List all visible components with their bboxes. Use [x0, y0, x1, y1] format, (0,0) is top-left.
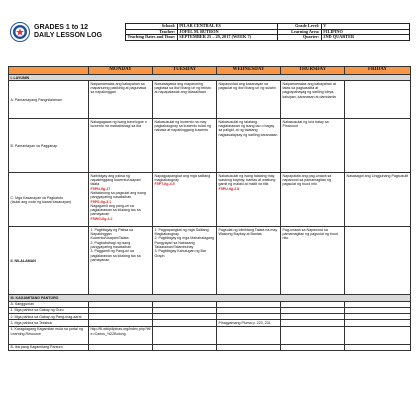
- cell-thursday: [281, 326, 345, 344]
- dates-label: Teaching Dates and Time:: [127, 34, 176, 40]
- cell-thursday: [281, 344, 345, 350]
- row-label: B. Pamantayan sa Pagganap: [9, 119, 89, 173]
- row-pamantayang-pangnilalaman: [9, 81, 411, 119]
- dll-title: [34, 24, 102, 40]
- day-monday: MONDAY: [89, 67, 153, 75]
- row-label-sub: (Isulat ang code ng bawat kasanayan): [10, 199, 72, 204]
- cell-wednesday: Napauunlad ang kasanayan sa pagsulat ng iba't ibang uri ng sulatin: [217, 81, 281, 119]
- teacher-value: JOFEL M. BUTRON: [177, 29, 277, 35]
- cell-monday: Nakagagawa ng isang travelogue o kuwento na maibabahagi sa iba: [89, 119, 153, 173]
- cell-wednesday: [217, 344, 281, 350]
- deped-seal-icon: [10, 22, 30, 42]
- competency-code: F5PU-IIg-2.8: [218, 186, 240, 191]
- competency-text: Napagpapangkat ang mga salitang magkakaugnay: [154, 173, 211, 183]
- quarter-label: Quarter:: [277, 35, 321, 41]
- row-label: 4. Karagdagang Kagamitan mula sa portal ng Learning Resource: [9, 326, 89, 344]
- cell-thursday: Nakasusulat ng tula batay sa Pinanood: [281, 119, 345, 173]
- cell-thursday: [281, 173, 345, 227]
- row-label: 1. Mga pahina sa Gabay ng Guro: [9, 307, 89, 313]
- cell-thursday: Naipamamalas ang kakayahan at tatas sa pagsasalita at pagpapahayag ng sariling ideya, kaisipan, karanasan at damdamin: [281, 81, 345, 119]
- row-mga-kasanayan: [9, 173, 411, 227]
- day-tuesday: TUESDAY: [153, 67, 217, 75]
- row-lr-portal: [9, 326, 411, 344]
- cell-tuesday: [153, 326, 217, 344]
- row-label: [9, 173, 89, 227]
- cell-friday: [345, 326, 411, 344]
- day-thursday: THURSDAY: [281, 67, 345, 75]
- row-label-main: C. Mga Kasanayan sa Pagkatuto: [10, 195, 64, 200]
- cell-tuesday: Nakasusulat ng kuwento na may pagkakaugnay sa kuwento tulad ng nabasa at napakinggang kuwento: [153, 119, 217, 173]
- area-value: FILIPINO: [321, 29, 409, 35]
- school-value: PILAR CENTRAL ES: [177, 24, 277, 30]
- competency-text: Napapakita ang pag-unawa sa napanood sa pamamagitan ng pagsulat ng buod nito: [282, 173, 332, 187]
- cell-wednesday: Nakasusulat ng talatang naglalarawan ng isang tao o bagay sa paligid, at ng talatang nagsasalaysay ng sariling karanasan: [217, 119, 281, 173]
- day-header-row: [9, 67, 411, 75]
- cell-friday: [345, 173, 411, 227]
- resource-link[interactable]: http://fil.wikipilipinas.org/index.php?title=Carlos_%22Botong: [89, 326, 153, 344]
- cell-tuesday: [153, 173, 217, 227]
- cell-tuesday: 1. Pagpapangkat ng mga Salitang Magkakaugnay 2. Pagbibigay ng mga Mahahalagang Pangyayari sa Nabasang Talaarawan/Talambuhay 3. Pagbibigay Kahulugan ng Bar Graph: [153, 227, 217, 295]
- competency-code: F5PN-IIg-17: [90, 186, 111, 191]
- area-label: Learning Area:: [277, 29, 321, 35]
- section-layunin-label: I. LAYUNIN: [9, 75, 411, 81]
- section-kagamitan-label: III. KAGAMITANG PANTURO: [9, 295, 411, 301]
- lesson-log-table: [8, 66, 411, 351]
- row-nilalaman: [9, 227, 411, 295]
- title-line-2: DAILY LESSON LOG: [34, 32, 103, 39]
- school-label: School:: [126, 24, 178, 30]
- row-pamantayan-sa-pagganap: [9, 119, 411, 173]
- cell-wednesday: Pinagyamang Pluma p. 223, 231: [217, 320, 281, 326]
- grade-label: Grade Level:: [277, 24, 321, 30]
- row-label: A. Pamantayang Pangnilalaman: [9, 81, 89, 119]
- day-wednesday: WEDNESDAY: [217, 67, 281, 75]
- cell-friday: [345, 119, 411, 173]
- day-friday: FRIDAY: [345, 67, 411, 75]
- cell-monday: Naipamamalas ang kakayahan sa mapanuring pakikinig at pagunawa sa napakinggan: [89, 81, 153, 119]
- cell-monday: 1. Pagbibigay ng Paksa sa Napakinggan Kuwento/Usapan/Talata 2. Pagbabahagi ng isang pangyayaring nasaksihan 3. Paggamit ng Pang-uri sa paglalarawan sa kilalang tao sa pamayanan: [89, 227, 153, 295]
- cell-friday: [345, 227, 411, 295]
- competency-text: Nasasagot ang Lingguhang Pagsusulit: [346, 173, 409, 178]
- cell-wednesday: Pagsulat ng Idiniktang Talata na may Wastong Baybay at Bantas: [217, 227, 281, 295]
- dll-header: [8, 20, 410, 62]
- row-label: 3. Mga pahina sa Teksbuk: [9, 320, 89, 326]
- dates-value: SEPTEMBER 25 – 29, 2017 (WEEK 7): [177, 35, 277, 41]
- competency-text-2: Naitatanong sa pagsulat ang isang pangyayaring nasaksihan: [90, 190, 146, 200]
- row-label: A. Sanggunian: [9, 301, 89, 307]
- cell-friday: [345, 81, 411, 119]
- competency-code-3: F5WG-IIg-4.2: [90, 216, 113, 221]
- cell-tuesday: [153, 344, 217, 350]
- competency-text: Nakasusulat ng isang talatang may wastong baybay, bantas at wastong gamit ng malaki at maliit na titik: [218, 173, 276, 187]
- competency-code: F5PT-IIg-4.5: [154, 182, 175, 187]
- row-label: B. Iba pang Kagamitang Panturo: [9, 344, 89, 350]
- teacher-label: Teacher:: [126, 29, 178, 35]
- cell-friday: [345, 344, 411, 350]
- row-iba-pang-kagamitan: [9, 344, 411, 350]
- cell-wednesday: [217, 326, 281, 344]
- row-label: II. NILALAMAN: [9, 227, 89, 295]
- cell-tuesday: Naisasagawa ang mapanuring pagbasa sa iba't ibang uri ng teksto at napapalawak ang talasalitaan: [153, 81, 217, 119]
- corner-cell: [9, 67, 89, 75]
- competency-text-3: Nagagamit ang pang-uri sa paglalarawan sa kilalang tao sa pamayanan: [90, 203, 141, 217]
- cell-thursday: Pag-unawa sa Napanood sa pamamagitan ng pagsulat ng buod nito: [281, 227, 345, 295]
- cell-monday: [89, 173, 153, 227]
- competency-text: Naibibigay ang paksa ng napakinggang kuwento/usapan/ talata: [90, 173, 142, 187]
- competency-code-2: F5PS-IIg-3.1: [90, 199, 112, 204]
- quarter-value: 2ND QUARTER: [321, 35, 409, 41]
- cell-wednesday: [217, 173, 281, 227]
- header-info-table: [125, 23, 410, 41]
- grade-value: V: [321, 24, 409, 30]
- cell-monday: [89, 344, 153, 350]
- title-line-1: GRADES 1 to 12: [34, 24, 89, 31]
- row-label: 2. Mga pahina sa Gabay ng Pang-mag-aaral: [9, 314, 89, 320]
